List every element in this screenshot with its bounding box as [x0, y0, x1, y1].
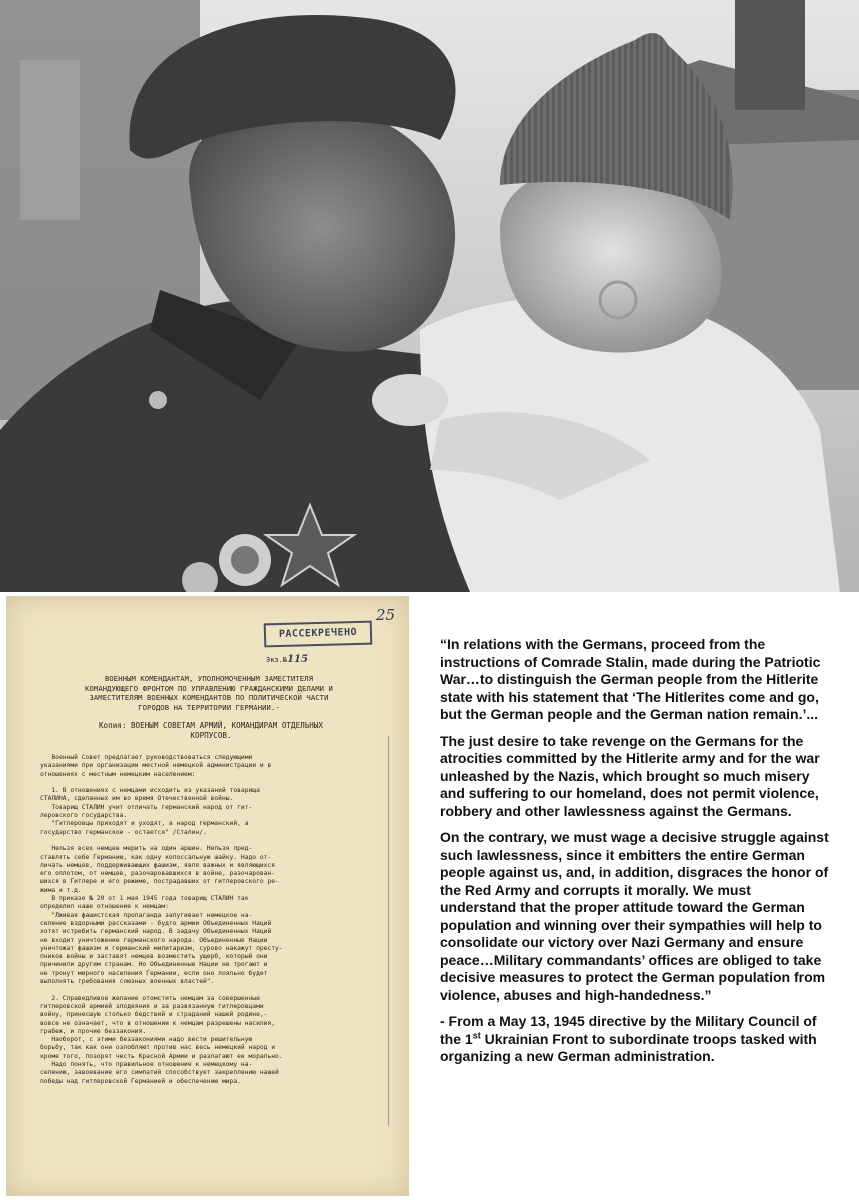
quote-paragraph-3: On the contrary, we must wage a decisive struggle against such lawlessness, since it embitters the entire German people against us, and, in addition, disgraces the honor of the Red Army and corrupts it morally. We must understand that the proper attitude toward the German population and winning over their sympathies will help to consolidate our victory over Nazi Germany and ensure peace…Military commandants’ offices are obliged to take decisive measures to protect the German population from violence, abuses and high-handedness.”: [440, 829, 829, 1003]
declassified-stamp: РАССЕКРЕЧЕНО: [264, 621, 373, 648]
copies-line: [46, 721, 376, 741]
quote-attribution: [440, 1013, 830, 1066]
header-line: ВОЕННЫМ КОМЕНДАНТАМ, УПОЛНОМОЧЕННЫМ ЗАМЕСТИТЕЛЯ: [104, 674, 314, 683]
historical-photo: [0, 0, 859, 592]
attribution-text: - From a May 13, 1945 directive by the Military Council of the 1: [440, 1013, 817, 1047]
reg-label: Экз.№: [266, 656, 288, 664]
button-icon: [149, 391, 167, 409]
page-number: 25: [376, 606, 396, 624]
attribution-superscript: st: [472, 1029, 481, 1040]
header-line: ГОРОДОВ НА ТЕРРИТОРИИ ГЕРМАНИИ.-: [138, 702, 280, 712]
header-line: ЗАМЕСТИТЕЛЯМ ВОЕННЫХ КОМЕНДАНТОВ ПО ПОЛИТИЧЕСКОЙ ЧАСТИ: [89, 693, 329, 703]
document-body: Военный Совет предлагает руководствоваться следующими указаниями при организации местной немецкой администрации и в отношениях с местным немецким населением: 1. В отношениях с немцами исходить из указаний товарища СТАЛИНА, сделанных им во время Отечественной войны. Товарищ СТАЛИН учит отличать германский народ от гит- леровского государства. "Гитлеровцы приходят и уходят, а народ германский, а государство германское - остается" /Сталин/. Нельзя всех немцев мерить на один аршин. Нельзя пред- ставлять себе Германию, как одну колоссальную шайку. Надо от- личать немцев, поддерживающих фашизм, явля важных и являющихся его оплотом, от немцев, разочаровавшихся в войне, разочарован- шихся в Гитлере и его режиме, пострадавших от гитлеровского ре- жима и т.д. В приказе № 20 от 1 мая 1945 года товарищ СТАЛИН так определил наше отношение к немцам: "Лживая фашистская пропаганда запугивает немецкое на- селение вздорными рассказами - будто армии Объединенных Наций хотят истребить германский народ. В задачу Объединенных Наций не входит уничтожение германского народа. Объединенные Нации уничтожат фашизм и германский милитаризм, сурово накажут престу- пников войны и заставят немцев возместить ущерб, который они причинили другим странам. Но Объединенные Нации не трогают и не тронут мирного населения Германии, если оно лояльно будет выполнять требования союзных военных властей". 2. Справедливое желание отомстить немцам за совершенные гитлеровской армией злодеяния и за развязанную гитлеровцами войну, принесшую столько бедствий и страданий нашей родине,- вовсе не означает, что в отношении к немцам разрешены насилия, грабеж, и прочие беззакония. Наоборот, с этими беззакониями надо вести решительную борьбу, так как они озлобляют против нас весь немецкий народ и кроме того, позорят честь Красной Армии и разлагают ее морально. Надо понять, что правильное отношение к немецкому на- селению, завоевание его симпатий способствует закреплению нашей победы над гитлеровской Германией и обеспечению мира.: [40, 754, 283, 1085]
registration-number: [266, 654, 308, 665]
copies-line-1: Копия: ВОЕНЫМ СОВЕТАМ АРМИЙ, КОМАНДИРАМ ОТДЕЛЬНЫХ: [98, 721, 324, 730]
photo-illustration: [0, 0, 859, 592]
reg-number: 115: [287, 654, 308, 665]
document-header: [44, 674, 374, 712]
attribution-text-end: Ukrainian Front to subordinate troops tasked with organizing a new German administration.: [440, 1030, 817, 1064]
header-line: КОМАНДУЮЩЕГО ФРОНТОМ ПО УПРАВЛЕНИЮ ГРАЖДАНСКИМИ ДЕЛАМИ И: [85, 683, 333, 693]
copies-line-2: КОРПУСОВ.: [190, 731, 232, 740]
margin-mark: [388, 736, 389, 1126]
translated-quote: [440, 636, 830, 1075]
quote-paragraph-2: The just desire to take revenge on the Germans for the atrocities committed by the Hitlerite army and for the war unleashed by the Nazis, which brought so much misery and suffering to our homeland, does not permit violence, robbery and other lawlessness against the Germans.: [440, 732, 820, 819]
quote-paragraph-1: “In relations with the Germans, proceed from the instructions of Comrade Stalin, made during the Patriotic War…to distinguish the German people from the Hitlerite state with his statement that ‘The Hitlerites come and go, but the German people and the German nation remain.’...: [440, 636, 821, 722]
declassified-document: [6, 596, 409, 1196]
